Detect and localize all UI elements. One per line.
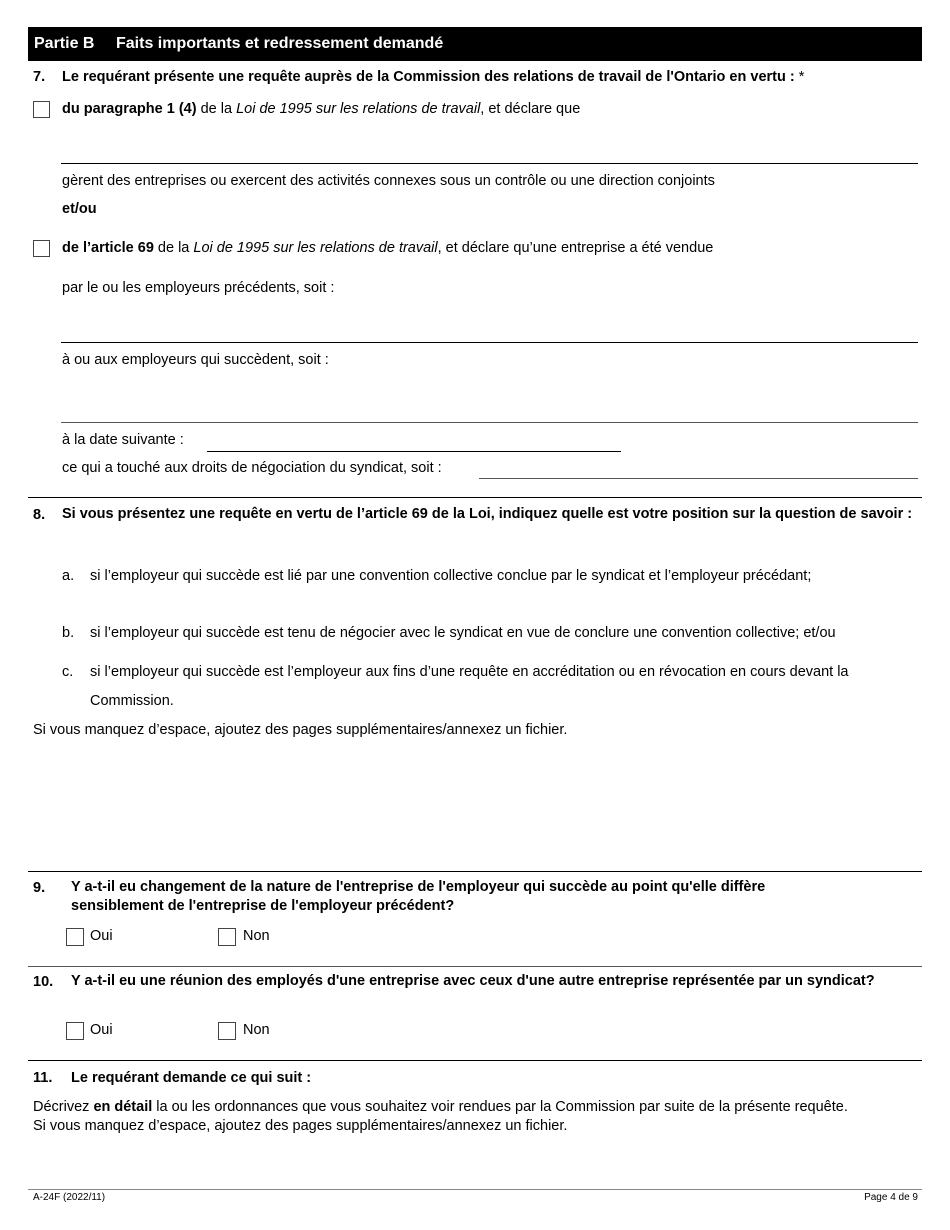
successor-label: à ou aux employeurs qui succèdent, soit : [62,352,329,368]
q8-number: 8. [33,507,46,523]
q8-item-c-letter: c. [62,664,74,680]
q7-option-1-label [62,100,580,118]
q11-desc-post: la ou les ordonnances que vous souhaitez voir rendues par la Commission par suite de la présente requête. [152,1099,848,1115]
section-divider [28,1060,922,1061]
section-divider [28,497,922,498]
q9-no-label: Non [243,928,270,944]
date-label: à la date suivante : [62,432,184,448]
q11-description [33,1098,848,1116]
bargaining-input-line[interactable] [479,478,918,479]
q7-number: 7. [33,69,46,85]
page-number: Page 4 de 9 [864,1192,918,1203]
section-divider [28,966,922,967]
q10-question: Y a-t-il eu une réunion des employés d'une entreprise avec ceux d'une autre entreprise représentée par un syndicat? [71,973,875,989]
footer-rule [28,1189,922,1190]
section-divider [28,871,922,872]
q7-question [62,68,804,86]
q8-item-b-text: si l’employeur qui succède est tenu de négocier avec le syndicat en vue de conclure une convention collective; et/ou [90,625,836,641]
part-b-header [28,27,922,61]
predecessor-label: par le ou les employeurs précédents, soit : [62,280,335,296]
q9-question: Y a-t-il eu changement de la nature de l'entreprise de l'employeur qui succède au point qu'elle diffère sensiblement de l'entreprise de l'employeur précédent? [71,879,766,914]
q7-option-1-after: gèrent des entreprises ou exercent des activités connexes sous un contrôle ou une direction conjoints [62,173,715,189]
q10-yes-label: Oui [90,1022,113,1038]
form-code: A-24F (2022/11) [33,1192,106,1203]
q10-number: 10. [33,974,54,990]
q7-option-2-tail: , et déclare qu’une entreprise a été vendue [437,240,714,256]
q8-item-c-text-cont: Commission. [90,693,174,709]
q7-option-1-checkbox[interactable] [33,101,50,118]
and-or-label: et/ou [62,201,97,217]
employers-input-line[interactable] [61,163,918,164]
q7-option-2-bold: de l’article 69 [62,240,154,256]
q8-question: Si vous présentez une requête en vertu de l’article 69 de la Loi, indiquez quelle est votre position sur la question de savoir : [62,506,913,522]
q7-option-1-tail: , et déclare que [480,101,581,117]
q11-desc-bold: en détail [93,1099,153,1115]
q7-option-1-de-la: de la [196,101,237,117]
q7-option-2-label [62,239,713,257]
bargaining-label: ce qui a touché aux droits de négociation du syndicat, soit : [62,460,442,476]
q11-space-note: Si vous manquez d’espace, ajoutez des pages supplémentaires/annexez un fichier. [33,1118,568,1134]
q7-option-2-de-la: de la [153,240,194,256]
q7-option-2-checkbox[interactable] [33,240,50,257]
q8-item-c-text: si l’employeur qui succède est l’employeur aux fins d’une requête en accréditation ou en révocation en cours devant la [90,664,849,680]
q9-no-checkbox[interactable] [218,928,236,946]
part-title: Faits importants et redressement demandé [116,35,444,52]
q7-question-text: Le requérant présente une requête auprès de la Commission des relations de travail de l'Ontario en vertu : [62,69,795,85]
successor-input-line[interactable] [61,422,918,423]
q8-space-note: Si vous manquez d’espace, ajoutez des pages supplémentaires/annexez un fichier. [33,722,568,738]
q7-option-2-law: Loi de 1995 sur les relations de travail [193,240,438,256]
q8-item-a-letter: a. [62,568,75,584]
q7-option-1-bold: du paragraphe 1 (4) [62,101,197,117]
q8-item-b-letter: b. [62,625,75,641]
q11-number: 11. [33,1070,53,1086]
q10-no-checkbox[interactable] [218,1022,236,1040]
q10-no-label: Non [243,1022,270,1038]
q8-item-a-text: si l’employeur qui succède est lié par une convention collective conclue par le syndicat et l’employeur précédant; [90,568,812,584]
q11-question: Le requérant demande ce qui suit : [71,1070,312,1086]
q10-yes-checkbox[interactable] [66,1022,84,1040]
required-marker: * [798,69,805,85]
part-label: Partie B [34,35,95,52]
q11-desc-pre: Décrivez [33,1099,94,1115]
q9-number: 9. [33,880,46,896]
q7-option-1-law: Loi de 1995 sur les relations de travail [236,101,481,117]
q9-yes-checkbox[interactable] [66,928,84,946]
predecessor-input-line[interactable] [61,342,918,343]
date-input-line[interactable] [207,451,621,452]
q9-yes-label: Oui [90,928,113,944]
